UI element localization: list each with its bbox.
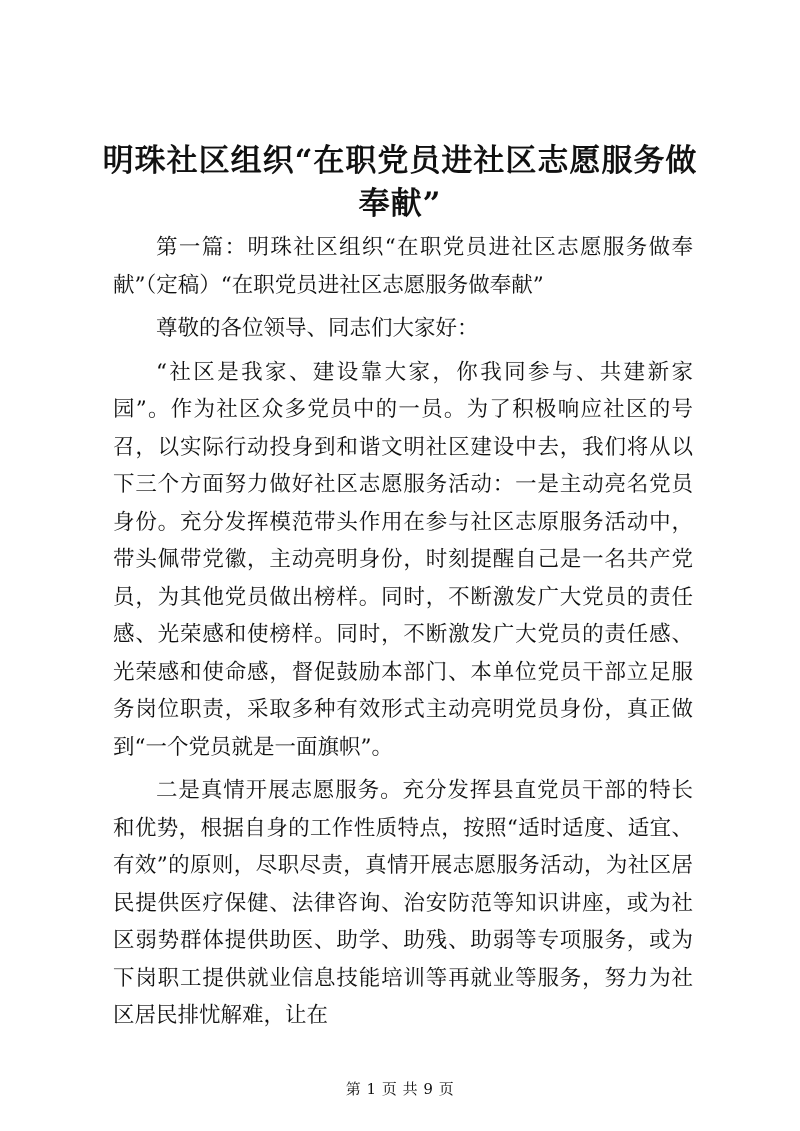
- document-body: [113, 229, 693, 1035]
- document-title: 明珠社区组织“在职党员进社区志愿服务做奉献”: [102, 143, 698, 222]
- paragraph-greeting: 尊敬的各位领导、同志们大家好：: [156, 316, 479, 341]
- paragraph-first-point: “社区是我家、建设靠大家，你我同参与、共建新家园”。作为社区众多党员中的一员。为了积极响应社区的号召，以实际行动投身到和谐文明社区建设中去，我们将从以下三个方面努力做好社区志愿服务活动：一是主动亮名党员身份。充分发挥模范带头作用在参与社区志原服务活动中，带头佩带党徽，主动亮明身份，时刻提醒自己是一名共产党员，为其他党员做出榜样。同时，不断激发广大党员的责任感、光荣感和使榜样。同时，不断激发广大党员的责任感、光荣感和使命感，督促鼓励本部门、本单位党员干部立足服务岗位职责，采取多种有效形式主动亮明党员身份，真正做到“一个党员就是一面旗帜”。: [113, 359, 693, 760]
- paragraph-heading: 第一篇：明珠社区组织“在职党员进社区志愿服务做奉献”（定稿）“在职党员进社区志愿服务做奉献”: [113, 235, 693, 298]
- paragraph-second-point: 二是真情开展志愿服务。充分发挥县直党员干部的特长和优势，根据自身的工作性质特点，按照“适时适度、适宜、有效”的原则，尽职尽责，真情开展志愿服务活动，为社区居民提供医疗保健、法律咨询、治安防范等知识讲座，或为社区弱势群体提供助医、助学、助残、助弱等专项服务，或为下岗职工提供就业信息技能培训等再就业等服务，努力为社区居民排忧解难，让在: [113, 778, 693, 1028]
- page-number-footer: 第 1 页 共 9 页: [345, 1080, 455, 1098]
